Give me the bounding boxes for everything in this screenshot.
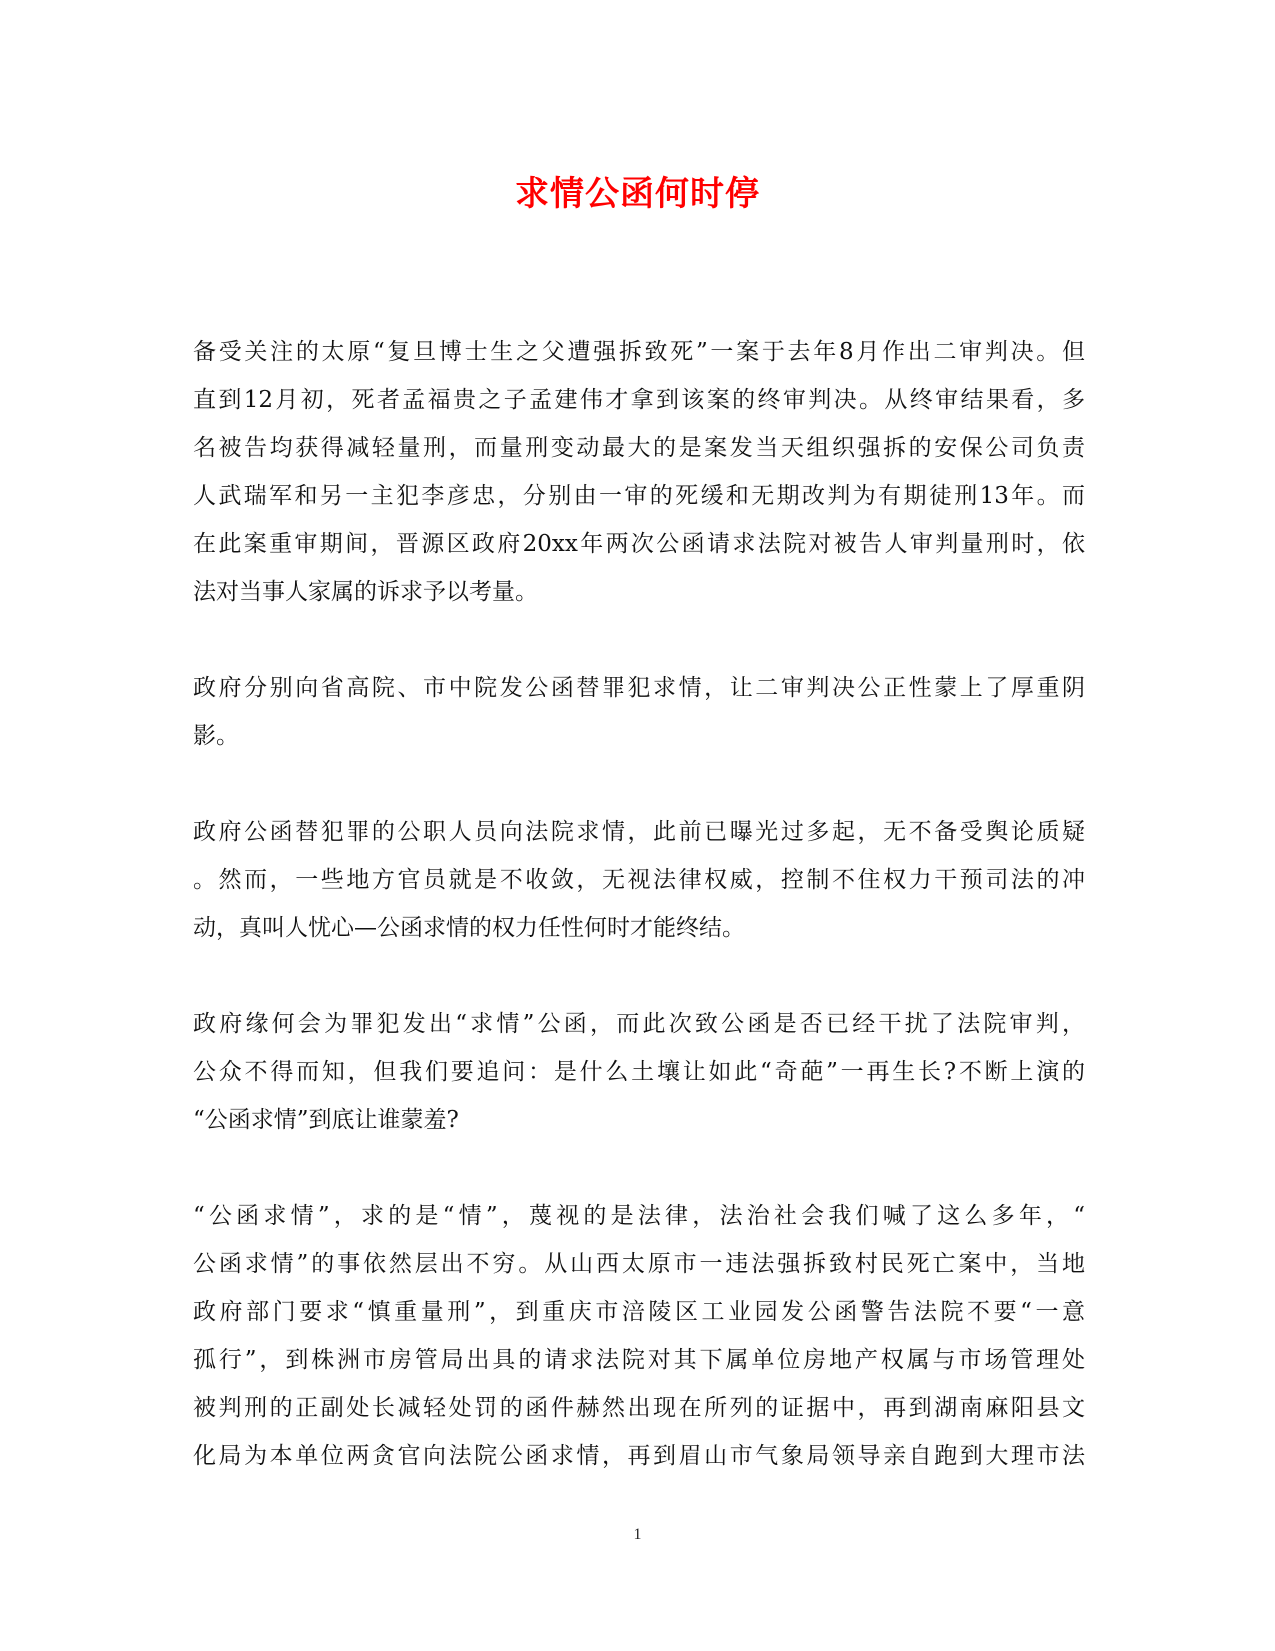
text-line: 政府部门要求“慎重量刑”，到重庆市涪陵区工业园发公函警告法院不要“一意 — [193, 1299, 1085, 1325]
paragraph-4 — [193, 1000, 1085, 1144]
text-line: 政府分别向省高院、市中院发公函替罪犯求情，让二审判决公正性蒙上了厚重阴 — [193, 675, 1085, 701]
text-line: 被判刑的正副处长减轻处罚的函件赫然出现在所列的证据中，再到湖南麻阳县文 — [193, 1395, 1085, 1421]
text-line: 备受关注的太原“复旦博士生之父遭强拆致死”一案于去年8月作出二审判决。但 — [193, 339, 1085, 365]
text-line: 名被告均获得减轻量刑，而量刑变动最大的是案发当天组织强拆的安保公司负责 — [193, 435, 1085, 461]
document-body — [193, 328, 1085, 1528]
paragraph-2 — [193, 664, 1085, 760]
text-line: 孤行”，到株洲市房管局出具的请求法院对其下属单位房地产权属与市场管理处 — [193, 1347, 1085, 1373]
text-line: 在此案重审期间，晋源区政府20xx年两次公函请求法院对被告人审判量刑时，依 — [193, 531, 1085, 557]
text-line: 动，真叫人忧心—公函求情的权力任性何时才能终结。 — [193, 915, 745, 941]
text-line: 政府缘何会为罪犯发出“求情”公函，而此次致公函是否已经干扰了法院审判， — [193, 1011, 1085, 1037]
text-line: 法对当事人家属的诉求予以考量。 — [193, 579, 538, 605]
paragraph-3 — [193, 808, 1085, 952]
page-number: 1 — [633, 1526, 642, 1543]
text-line: “公函求情”到底让谁蒙羞? — [193, 1107, 459, 1133]
text-line: 公众不得而知，但我们要追问：是什么土壤让如此“奇葩”一再生长?不断上演的 — [193, 1059, 1085, 1085]
document-title: 求情公函何时停 — [515, 174, 760, 214]
text-line: 影。 — [193, 723, 239, 749]
text-line: 直到12月初，死者孟福贵之子孟建伟才拿到该案的终审判决。从终审结果看，多 — [193, 387, 1085, 413]
text-line: 人武瑞军和另一主犯李彦忠，分别由一审的死缓和无期改判为有期徒刑13年。而 — [193, 483, 1085, 509]
text-line: 化局为本单位两贪官向法院公函求情，再到眉山市气象局领导亲自跑到大理市法 — [193, 1443, 1085, 1469]
text-line: 公函求情”的事依然层出不穷。从山西太原市一违法强拆致村民死亡案中，当地 — [193, 1251, 1085, 1277]
paragraph-5 — [193, 1192, 1085, 1480]
text-line: “公函求情”，求的是“情”，蔑视的是法律，法治社会我们喊了这么多年，“ — [193, 1203, 1085, 1229]
text-line: 政府公函替犯罪的公职人员向法院求情，此前已曝光过多起，无不备受舆论质疑 — [193, 819, 1085, 845]
paragraph-1 — [193, 328, 1085, 616]
text-line: 。然而，一些地方官员就是不收敛，无视法律权威，控制不住权力干预司法的冲 — [193, 867, 1085, 893]
